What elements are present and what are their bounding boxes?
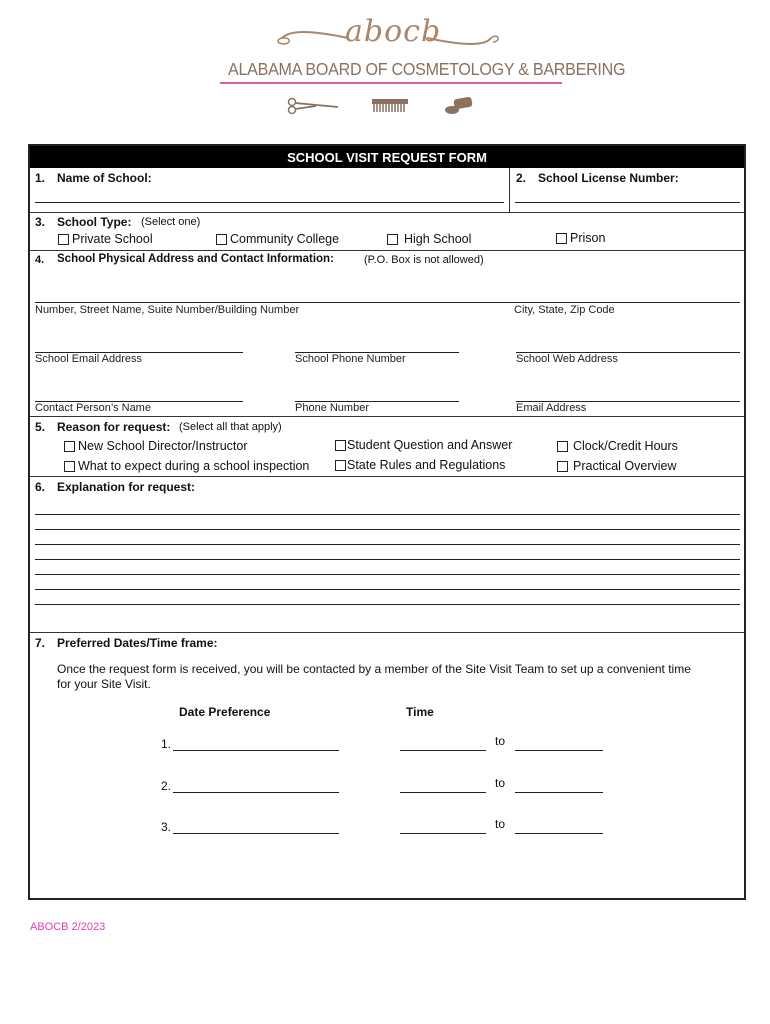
time-from-field-3[interactable] <box>400 833 486 834</box>
time-from-field-2[interactable] <box>400 792 486 793</box>
q5-number: 5. <box>35 420 46 434</box>
section-divider <box>30 212 744 213</box>
row-number: 2. <box>161 779 172 793</box>
q6-label: Explanation for request: <box>57 480 196 494</box>
form-title: SCHOOL VISIT REQUEST FORM <box>30 146 744 168</box>
q7-text-line1: Once the request form is received, you will be contacted by a member of the Site Visit Team to set up a convenient time <box>57 662 691 676</box>
street-caption: Number, Street Name, Suite Number/Building Number <box>35 304 300 316</box>
explanation-line[interactable] <box>35 529 740 530</box>
practical-checkbox[interactable] <box>557 461 568 472</box>
option-label: What to expect during a school inspection <box>78 459 310 473</box>
state-rules-checkbox[interactable] <box>335 460 346 471</box>
time-to-field-1[interactable] <box>515 750 603 751</box>
scissors-icon <box>286 97 340 115</box>
contact-phone-caption: Phone Number <box>295 402 369 414</box>
logo-left-flourish-icon <box>270 28 350 48</box>
section-divider <box>30 476 744 477</box>
explanation-line[interactable] <box>35 604 740 605</box>
reason-clock-hours[interactable] <box>557 439 678 453</box>
board-name: ALABAMA BOARD OF COSMETOLOGY & BARBERING <box>228 59 626 79</box>
option-label: Student Question and Answer <box>347 438 513 452</box>
row-number: 3. <box>161 820 172 834</box>
time-from-field-1[interactable] <box>400 750 486 751</box>
school-name-field[interactable] <box>35 202 504 203</box>
q3-hint: (Select one) <box>141 216 201 228</box>
q4-hint: (P.O. Box is not allowed) <box>364 254 484 266</box>
school-license-field[interactable] <box>515 202 740 203</box>
q7-text-line2: for your Site Visit. <box>57 677 151 691</box>
to-label: to <box>495 817 506 831</box>
community-college-checkbox[interactable] <box>216 234 227 245</box>
option-label: High School <box>404 232 472 246</box>
option-label: New School Director/Instructor <box>78 439 248 453</box>
phone-caption: School Phone Number <box>295 353 406 365</box>
email-caption: School Email Address <box>35 353 142 365</box>
reason-practical[interactable] <box>557 459 677 473</box>
reason-new-director[interactable] <box>64 439 248 453</box>
q5-hint: (Select all that apply) <box>179 421 282 433</box>
reason-state-rules[interactable] <box>335 458 505 472</box>
date-field-1[interactable] <box>173 750 339 751</box>
explanation-line[interactable] <box>35 544 740 545</box>
q4-number: 4. <box>35 254 45 266</box>
date-field-2[interactable] <box>173 792 339 793</box>
section-divider <box>30 632 744 633</box>
contact-caption: Contact Person’s Name <box>35 402 151 414</box>
row-number: 1. <box>161 737 172 751</box>
contact-email-caption: Email Address <box>516 402 587 414</box>
new-director-checkbox[interactable] <box>64 441 75 452</box>
date-header: Date Preference <box>179 705 271 719</box>
option-label: Private School <box>72 232 153 246</box>
prison-checkbox[interactable] <box>556 233 567 244</box>
clock-hours-checkbox[interactable] <box>557 441 568 452</box>
time-header: Time <box>406 705 434 719</box>
logo-text: abocb <box>345 14 442 49</box>
explanation-line[interactable] <box>35 589 740 590</box>
to-label: to <box>495 734 506 748</box>
q1-label: Name of School: <box>57 171 152 185</box>
q5-label: Reason for request: <box>57 420 171 434</box>
to-label: to <box>495 776 506 790</box>
web-caption: School Web Address <box>516 353 618 365</box>
explanation-line[interactable] <box>35 514 740 515</box>
form-version: ABOCB 2/2023 <box>30 921 106 933</box>
city-caption: City, State, Zip Code <box>514 304 615 316</box>
date-field-3[interactable] <box>173 833 339 834</box>
q3-number: 3. <box>35 215 46 229</box>
option-label: State Rules and Regulations <box>347 458 506 472</box>
razor-icon <box>444 96 474 116</box>
explanation-line[interactable] <box>35 574 740 575</box>
option-label: Community College <box>230 232 340 246</box>
street-address-field[interactable] <box>35 302 740 303</box>
logo <box>270 14 500 62</box>
reason-student-qa[interactable] <box>335 438 512 452</box>
high-school-checkbox[interactable] <box>387 234 398 245</box>
q4-label: School Physical Address and Contact Information: <box>57 253 334 265</box>
school-type-community[interactable] <box>216 232 339 246</box>
q7-label: Preferred Dates/Time frame: <box>57 636 218 650</box>
q2-label: School License Number: <box>538 171 679 185</box>
q7-number: 7. <box>35 636 46 650</box>
q1-number: 1. <box>35 171 46 185</box>
q3-label: School Type: <box>57 215 132 229</box>
private-school-checkbox[interactable] <box>58 234 69 245</box>
section-divider <box>30 416 744 417</box>
comb-icon <box>372 99 408 113</box>
section-divider <box>30 250 744 251</box>
explanation-line[interactable] <box>35 559 740 560</box>
school-type-prison[interactable] <box>556 231 605 245</box>
time-to-field-3[interactable] <box>515 833 603 834</box>
q2-number: 2. <box>516 171 527 185</box>
student-qa-checkbox[interactable] <box>335 440 346 451</box>
board-underline <box>220 82 562 84</box>
logo-right-flourish-icon <box>425 28 505 48</box>
option-label: Clock/Credit Hours <box>573 439 678 453</box>
option-label: Practical Overview <box>573 459 677 473</box>
time-to-field-2[interactable] <box>515 792 603 793</box>
school-type-high[interactable] <box>387 232 471 246</box>
reason-inspection[interactable] <box>64 459 309 473</box>
inspection-checkbox[interactable] <box>64 461 75 472</box>
divider <box>509 168 510 212</box>
school-type-private[interactable] <box>58 232 153 246</box>
option-label: Prison <box>570 231 606 245</box>
q6-number: 6. <box>35 480 46 494</box>
